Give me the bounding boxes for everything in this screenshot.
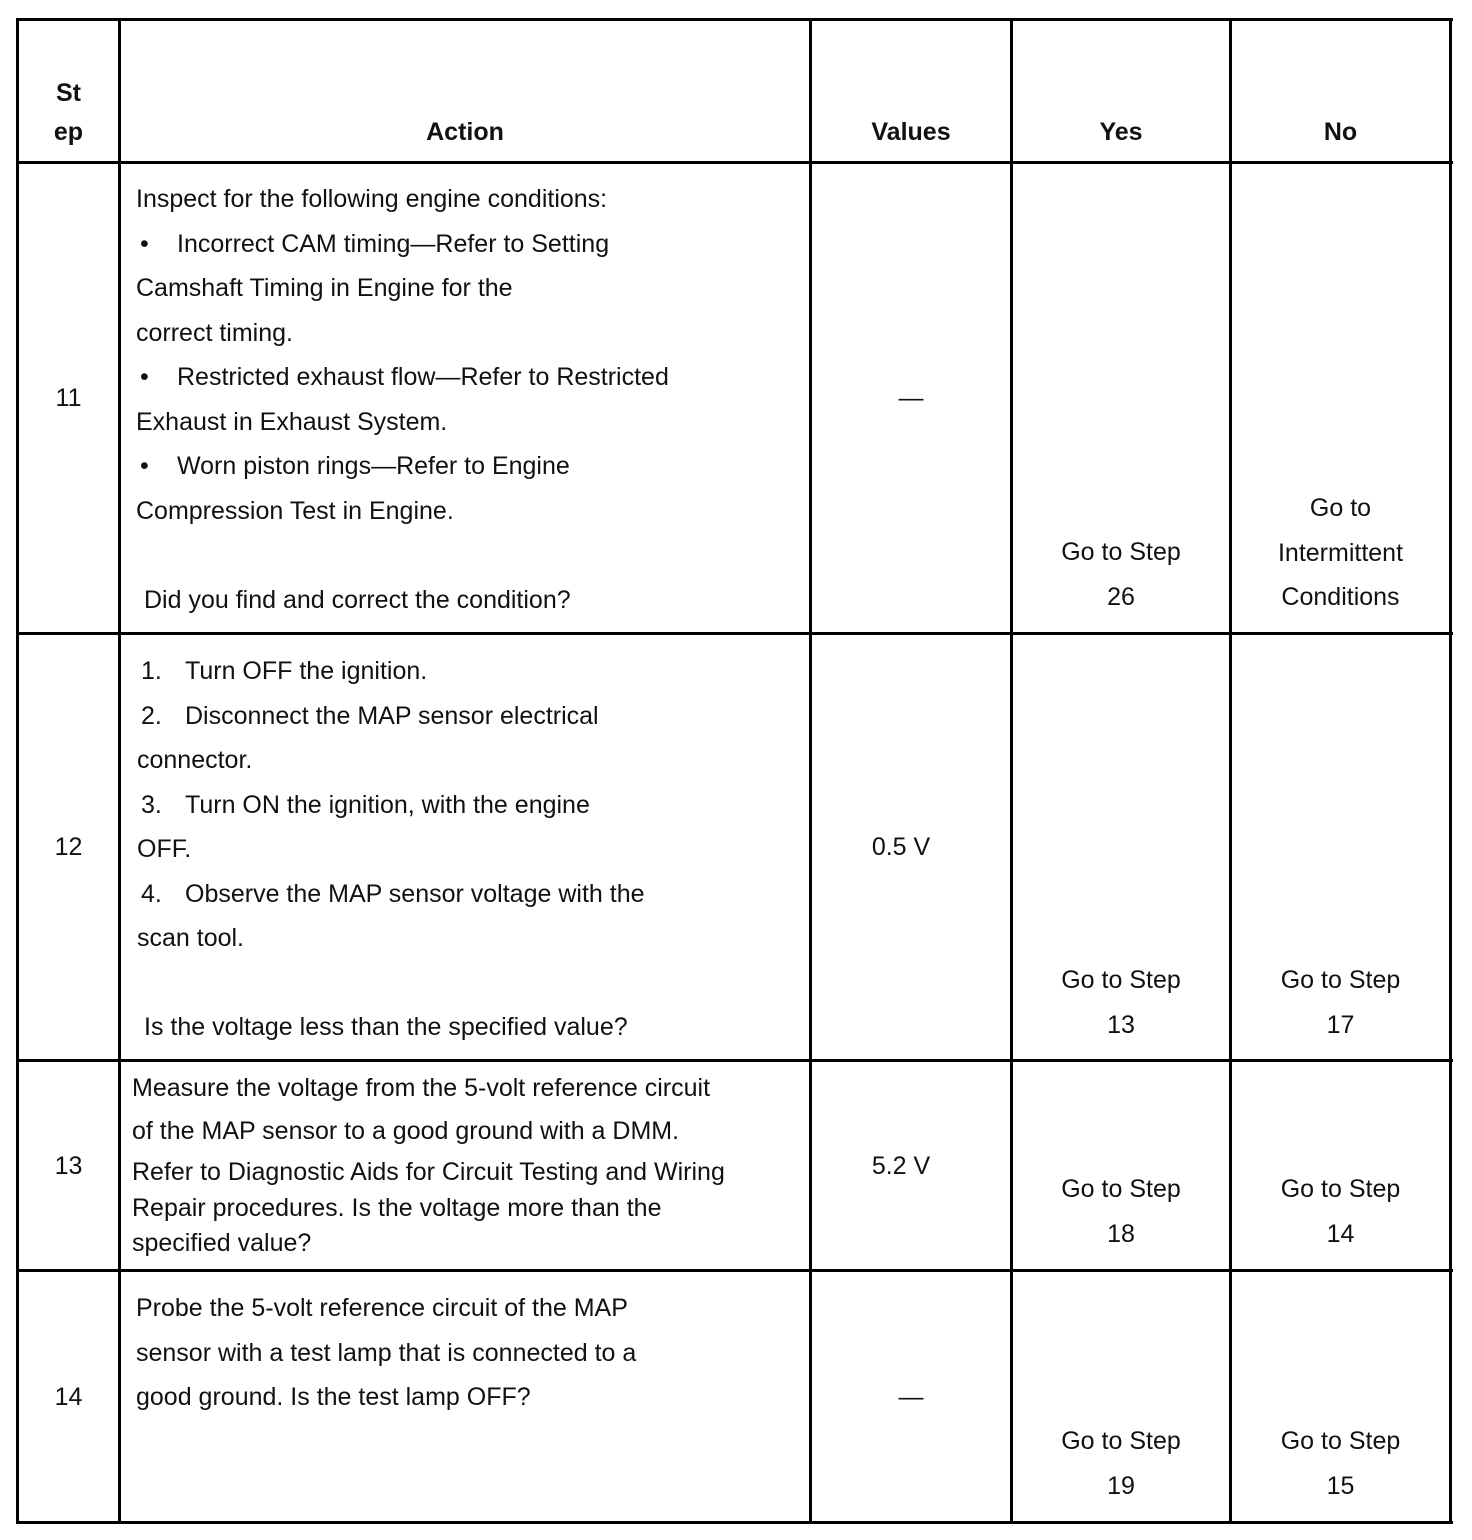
action-line: Repair procedures. Is the voltage more than the bbox=[132, 1194, 662, 1222]
action-line: Probe the 5-volt reference circuit of the MAP bbox=[136, 1294, 628, 1322]
list-item bbox=[136, 444, 669, 489]
no-cell bbox=[1232, 1419, 1449, 1508]
step-index: 4. bbox=[141, 879, 162, 908]
step-index: 1. bbox=[141, 657, 162, 685]
no-line: Intermittent bbox=[1277, 538, 1404, 567]
question-line: Did you find and correct the condition? bbox=[144, 585, 571, 614]
step-number: 13 bbox=[54, 1152, 83, 1180]
no-line: Go to Step bbox=[1280, 1175, 1401, 1203]
action-line: specified value? bbox=[132, 1229, 312, 1257]
action-line: Turn OFF the ignition. bbox=[185, 657, 428, 685]
yes-line: Go to Step bbox=[1061, 966, 1181, 994]
list-item bbox=[136, 355, 669, 400]
value-cell: — bbox=[898, 384, 924, 412]
yes-line: 26 bbox=[1107, 582, 1135, 611]
no-line: 14 bbox=[1326, 1219, 1355, 1248]
header-yes: Yes bbox=[1099, 118, 1143, 146]
no-line: 15 bbox=[1326, 1471, 1355, 1500]
diagnostic-table bbox=[16, 18, 1453, 1524]
step-number: 14 bbox=[54, 1383, 83, 1411]
step-index: 2. bbox=[141, 701, 162, 730]
list-item bbox=[137, 694, 645, 739]
action-line: OFF. bbox=[137, 835, 192, 863]
no-line: Go to Step bbox=[1280, 966, 1401, 994]
action-line: correct timing. bbox=[136, 318, 293, 347]
row-divider-11 bbox=[16, 632, 1453, 635]
action-line: Measure the voltage from the 5-volt reference circuit bbox=[132, 1074, 711, 1102]
yes-line: 13 bbox=[1107, 1010, 1135, 1039]
row-divider-13 bbox=[16, 1269, 1453, 1272]
value-cell: — bbox=[898, 1383, 924, 1411]
action-cell bbox=[136, 177, 669, 622]
action-cell bbox=[136, 1286, 636, 1420]
yes-line: 18 bbox=[1107, 1219, 1135, 1248]
header-step bbox=[19, 74, 118, 152]
action-line: Compression Test in Engine. bbox=[136, 496, 454, 525]
action-line: Worn piston rings—Refer to Engine bbox=[177, 452, 570, 480]
table-border-bottom bbox=[16, 1521, 1453, 1524]
row-divider-12 bbox=[16, 1059, 1453, 1062]
no-line: 17 bbox=[1326, 1010, 1355, 1039]
action-line: good ground. Is the test lamp OFF? bbox=[136, 1383, 531, 1411]
action-line: of the MAP sensor to a good ground with a DMM. bbox=[132, 1117, 680, 1145]
list-item bbox=[137, 872, 645, 917]
action-line: Disconnect the MAP sensor electrical bbox=[185, 701, 599, 730]
action-line: Observe the MAP sensor voltage with the bbox=[185, 879, 645, 908]
header-no: No bbox=[1323, 118, 1358, 146]
yes-line: Go to Step bbox=[1061, 538, 1181, 566]
yes-cell bbox=[1013, 958, 1229, 1047]
header-step-line1: St bbox=[56, 79, 81, 107]
bullet-icon: • bbox=[140, 363, 149, 391]
yes-cell bbox=[1013, 1419, 1229, 1508]
table-border-right bbox=[1449, 18, 1452, 1524]
action-line: Inspect for the following engine conditions: bbox=[136, 185, 608, 213]
no-line: Go to Step bbox=[1280, 1427, 1401, 1455]
yes-cell bbox=[1013, 1167, 1229, 1256]
value-cell: 0.5 V bbox=[871, 833, 931, 861]
action-line: Camshaft Timing in Engine for the bbox=[136, 274, 513, 302]
action-line: Exhaust in Exhaust System. bbox=[136, 407, 448, 436]
no-line: Conditions bbox=[1281, 583, 1400, 611]
yes-line: 19 bbox=[1107, 1471, 1135, 1500]
action-line: Restricted exhaust flow—Refer to Restricted bbox=[177, 363, 669, 391]
table-border-top bbox=[16, 18, 1453, 21]
step-number: 11 bbox=[55, 384, 82, 412]
yes-line: Go to Step bbox=[1061, 1427, 1181, 1455]
yes-cell bbox=[1013, 530, 1229, 619]
header-values: Values bbox=[871, 118, 951, 146]
header-divider bbox=[16, 161, 1453, 164]
header-action: Action bbox=[426, 118, 504, 146]
yes-line: Go to Step bbox=[1061, 1175, 1181, 1203]
col-divider-values bbox=[1010, 18, 1013, 1524]
no-cell bbox=[1232, 958, 1449, 1047]
action-cell bbox=[137, 649, 645, 1050]
list-item bbox=[136, 222, 669, 267]
col-divider-yes bbox=[1229, 18, 1232, 1524]
action-line: Incorrect CAM timing—Refer to Setting bbox=[177, 229, 610, 258]
bullet-icon: • bbox=[140, 229, 149, 258]
col-divider-action bbox=[809, 18, 812, 1524]
action-line: Refer to Diagnostic Aids for Circuit Testing and Wiring bbox=[132, 1158, 725, 1186]
step-index: 3. bbox=[141, 790, 162, 819]
col-divider-step bbox=[118, 18, 121, 1524]
no-cell bbox=[1232, 1167, 1449, 1256]
list-item bbox=[137, 783, 645, 828]
bullet-icon: • bbox=[140, 452, 149, 480]
step-number: 12 bbox=[54, 833, 83, 861]
action-line: connector. bbox=[137, 746, 253, 774]
header-step-line2: ep bbox=[53, 118, 84, 146]
list-item bbox=[137, 649, 645, 694]
table-border-left bbox=[16, 18, 19, 1524]
action-line: scan tool. bbox=[137, 924, 245, 952]
action-cell bbox=[132, 1068, 725, 1260]
action-line: sensor with a test lamp that is connected to a bbox=[136, 1338, 637, 1367]
no-cell bbox=[1232, 486, 1449, 620]
action-line: Turn ON the ignition, with the engine bbox=[185, 790, 590, 819]
value-cell: 5.2 V bbox=[871, 1152, 931, 1180]
no-line: Go to bbox=[1309, 494, 1372, 522]
question-line: Is the voltage less than the specified value? bbox=[144, 1013, 628, 1041]
